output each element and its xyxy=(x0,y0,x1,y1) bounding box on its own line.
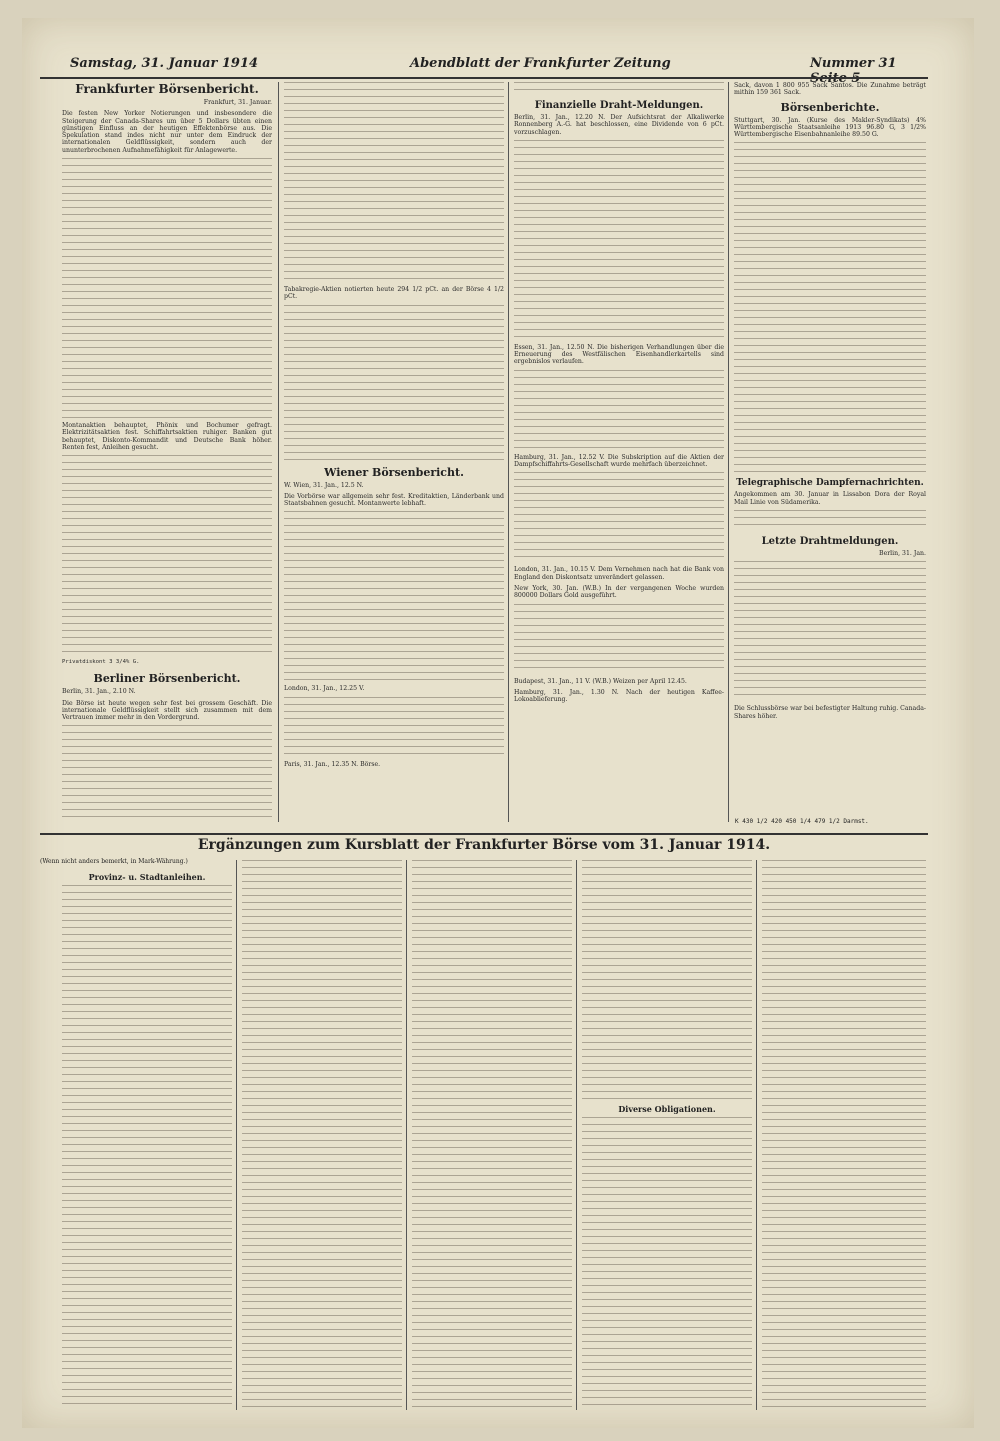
column-1 xyxy=(62,82,272,822)
masthead-issue: Nummer 31 Seite 5 xyxy=(810,56,897,86)
col2-dateline: W. Wien, 31. Jan., 12.5 N. xyxy=(284,481,364,489)
col2-para2: Die Vorbörse war allgemein sehr fest. Kreditaktien, Länderbank und Staatsbahnen gesucht. Montanwerte lebhaft. xyxy=(284,492,504,508)
col1-para1: Die festen New Yorker Notierungen und insbesondere die Steigerung der Canada-Shares um über 5 Dollars übten einen günstigen Einfluss an der heutigen Effektenbörse aus. Die Spekulation stand indes nicht nur unter dem Eindruck der internationalen Geldflüssigkeit, sondern auch der ununterbrochenen Aufnahmefähigkeit für Anlagewerte. xyxy=(62,110,272,154)
col4-heading-boersenberichte: Börsenberichte. xyxy=(780,100,880,114)
supplement-sec1-heading: Provinz- u. Stadtanleihen. xyxy=(88,872,206,882)
masthead-rule xyxy=(40,77,928,79)
supplement-table-4a xyxy=(582,860,752,1100)
col3-heading: Finanzielle Draht-Meldungen. xyxy=(534,100,704,111)
col4-heading-dampfer: Telegraphische Dampfernachrichten. xyxy=(736,478,924,489)
col4-body-text-block-2 xyxy=(734,510,926,530)
column-3 xyxy=(514,82,724,822)
column-divider xyxy=(236,860,237,1410)
col3-body-text-block-3 xyxy=(514,472,724,562)
supplement-table-2 xyxy=(242,860,402,1410)
col1-heading-berlin: Berliner Börsenbericht. xyxy=(93,672,241,686)
masthead xyxy=(40,54,928,86)
supplement-column-2 xyxy=(242,860,402,1410)
col2-heading-wien: Wiener Börsenbericht. xyxy=(324,465,464,479)
supplement-column-1 xyxy=(62,872,232,1412)
supplement-column-4 xyxy=(582,860,752,1410)
column-divider xyxy=(728,82,729,822)
col4-para1: Stuttgart, 30. Jan. (Kurse des Makler-Syndikats) 4% Württembergische Staatsanleihe 1913 96.80 G, 3 1/2% Württembergische Eisenbahnanleihe 89.50 G. xyxy=(734,116,926,139)
col2-london: London, 31. Jan., 12.25 V. xyxy=(284,685,365,693)
supplement-column-5 xyxy=(762,860,926,1410)
col1-heading: Frankfurter Börsenbericht. xyxy=(75,82,259,96)
col3-para7: Hamburg, 31. Jan., 1.30 N. Nach der heutigen Kaffee-Lokoablieferung. xyxy=(514,688,724,704)
supplement-banner: Ergänzungen zum Kursblatt der Frankfurter Börse vom 31. Januar 1914. xyxy=(197,837,771,853)
col2-price-table xyxy=(284,305,504,460)
col3-para2: Essen, 31. Jan., 12.50 N. Die bisherigen Verhandlungen über die Erneuerung des Westfälischen Eisenhandlerkartells sind ergebnislos verlaufen. xyxy=(514,343,724,366)
col3-body-text-block xyxy=(514,140,724,340)
supplement-note: (Wenn nicht anders bemerkt, in Mark-Währung.) xyxy=(40,858,188,865)
column-divider xyxy=(756,860,757,1410)
col1-dateline: Frankfurt, 31. Januar. xyxy=(203,99,272,106)
col1-para2: Montanaktien behauptet, Phönix und Bochumer gefragt. Elektrizitätsaktien fest. Schiffahrtsaktien ruhiger. Banken gut behauptet, Diskonto-Kommandit und Deutsche Bank höher. Renten fest, Anleihen gesucht. xyxy=(62,422,272,451)
col3-para1: Berlin, 31. Jan., 12.20 N. Der Aufsichtsrat der Alkaliwerke Ronnenberg A.-G. hat beschlossen, eine Dividende von 6 pCt. vorzuschlagen. xyxy=(514,114,724,136)
col1-dateline-berlin: Berlin, 31. Jan., 2.10 N. xyxy=(62,688,136,696)
col1-para3: Die Börse ist heute wegen sehr fest bei grossem Geschäft. Die internationale Geldflüssigkeit stellt sich zusammen mit dem Vertrauen immer mehr in den Vordergrund. xyxy=(62,699,272,722)
supplement-table-3 xyxy=(412,860,572,1410)
col4-body-text-block xyxy=(734,142,926,472)
col4-footer-line: K 430 1/2 420 450 1/4 479 1/2 Darmst. xyxy=(735,818,869,825)
col1-privatdiskont: Privatdiskont 3 3/4% G. xyxy=(62,659,140,666)
col4-para3: Die Schlussbörse war bei befestigter Haltung ruhig. Canada-Shares höher. xyxy=(734,705,926,720)
supplement-sec2-heading: Diverse Obligationen. xyxy=(618,1104,716,1114)
supplement-rule xyxy=(40,833,928,835)
col3-para6: Budapest, 31. Jan., 11 V. (W.B.) Weizen per April 12.45. xyxy=(514,677,687,685)
column-divider xyxy=(576,860,577,1410)
column-2 xyxy=(284,82,504,822)
col3-produce-table xyxy=(514,604,724,674)
col1-body-text-block-3 xyxy=(62,725,272,822)
col4-dateline: Berlin, 31. Jan. xyxy=(879,550,926,558)
col3-para4: London, 31. Jan., 10.15 V. Dem Vernehmen nach hat die Bank von England den Diskontsatz unverändert gelassen. xyxy=(514,566,724,581)
col2-para1: Tabakregie-Aktien notierten heute 294 1/2 pCt. an der Börse 4 1/2 pCt. xyxy=(284,286,504,301)
col3-body-text-block-2 xyxy=(514,370,724,450)
supplement-column-3 xyxy=(412,860,572,1410)
column-divider xyxy=(406,860,407,1410)
supplement-table-5 xyxy=(762,860,926,1410)
masthead-date: Samstag, 31. Januar 1914 xyxy=(70,56,259,71)
col1-body-text-block-2 xyxy=(62,455,272,655)
column-divider xyxy=(508,82,509,822)
col4-para2: Angekommen am 30. Januar in Lissabon Dora der Royal Mail Linie von Südamerika. xyxy=(734,491,926,506)
column-divider xyxy=(278,82,279,822)
supplement-table-1 xyxy=(62,885,232,1405)
masthead-paper-title: Abendblatt der Frankfurter Zeitung xyxy=(410,56,671,71)
col1-body-text-block xyxy=(62,158,272,418)
col2-london-table xyxy=(284,697,504,757)
col4-heading-letzte: Letzte Drahtmeldungen. xyxy=(761,536,899,548)
col3-top-text xyxy=(514,82,724,96)
col3-para3: Hamburg, 31. Jan., 12.52 V. Die Subskription auf die Aktien der Dampfschiffahrts-Gesellschaft wurde mehrfach überzeichnet. xyxy=(514,453,724,469)
col2-paris: Paris, 31. Jan., 12.35 N. Börse. xyxy=(284,760,381,768)
supplement-table-4b xyxy=(582,1117,752,1407)
col2-body-text-block xyxy=(284,82,504,282)
col4-body-text-block-3 xyxy=(734,561,926,701)
col3-para5: New York, 30. Jan. (W.B.) In der vergangenen Woche wurden 800000 Dollars Gold ausgeführt. xyxy=(514,584,724,600)
column-4 xyxy=(734,82,926,822)
col2-wien-table xyxy=(284,511,504,681)
col4-para0: Sack, davon 1 800 955 Sack Santos. Die Zunahme beträgt mithin 159 361 Sack. xyxy=(734,82,926,97)
